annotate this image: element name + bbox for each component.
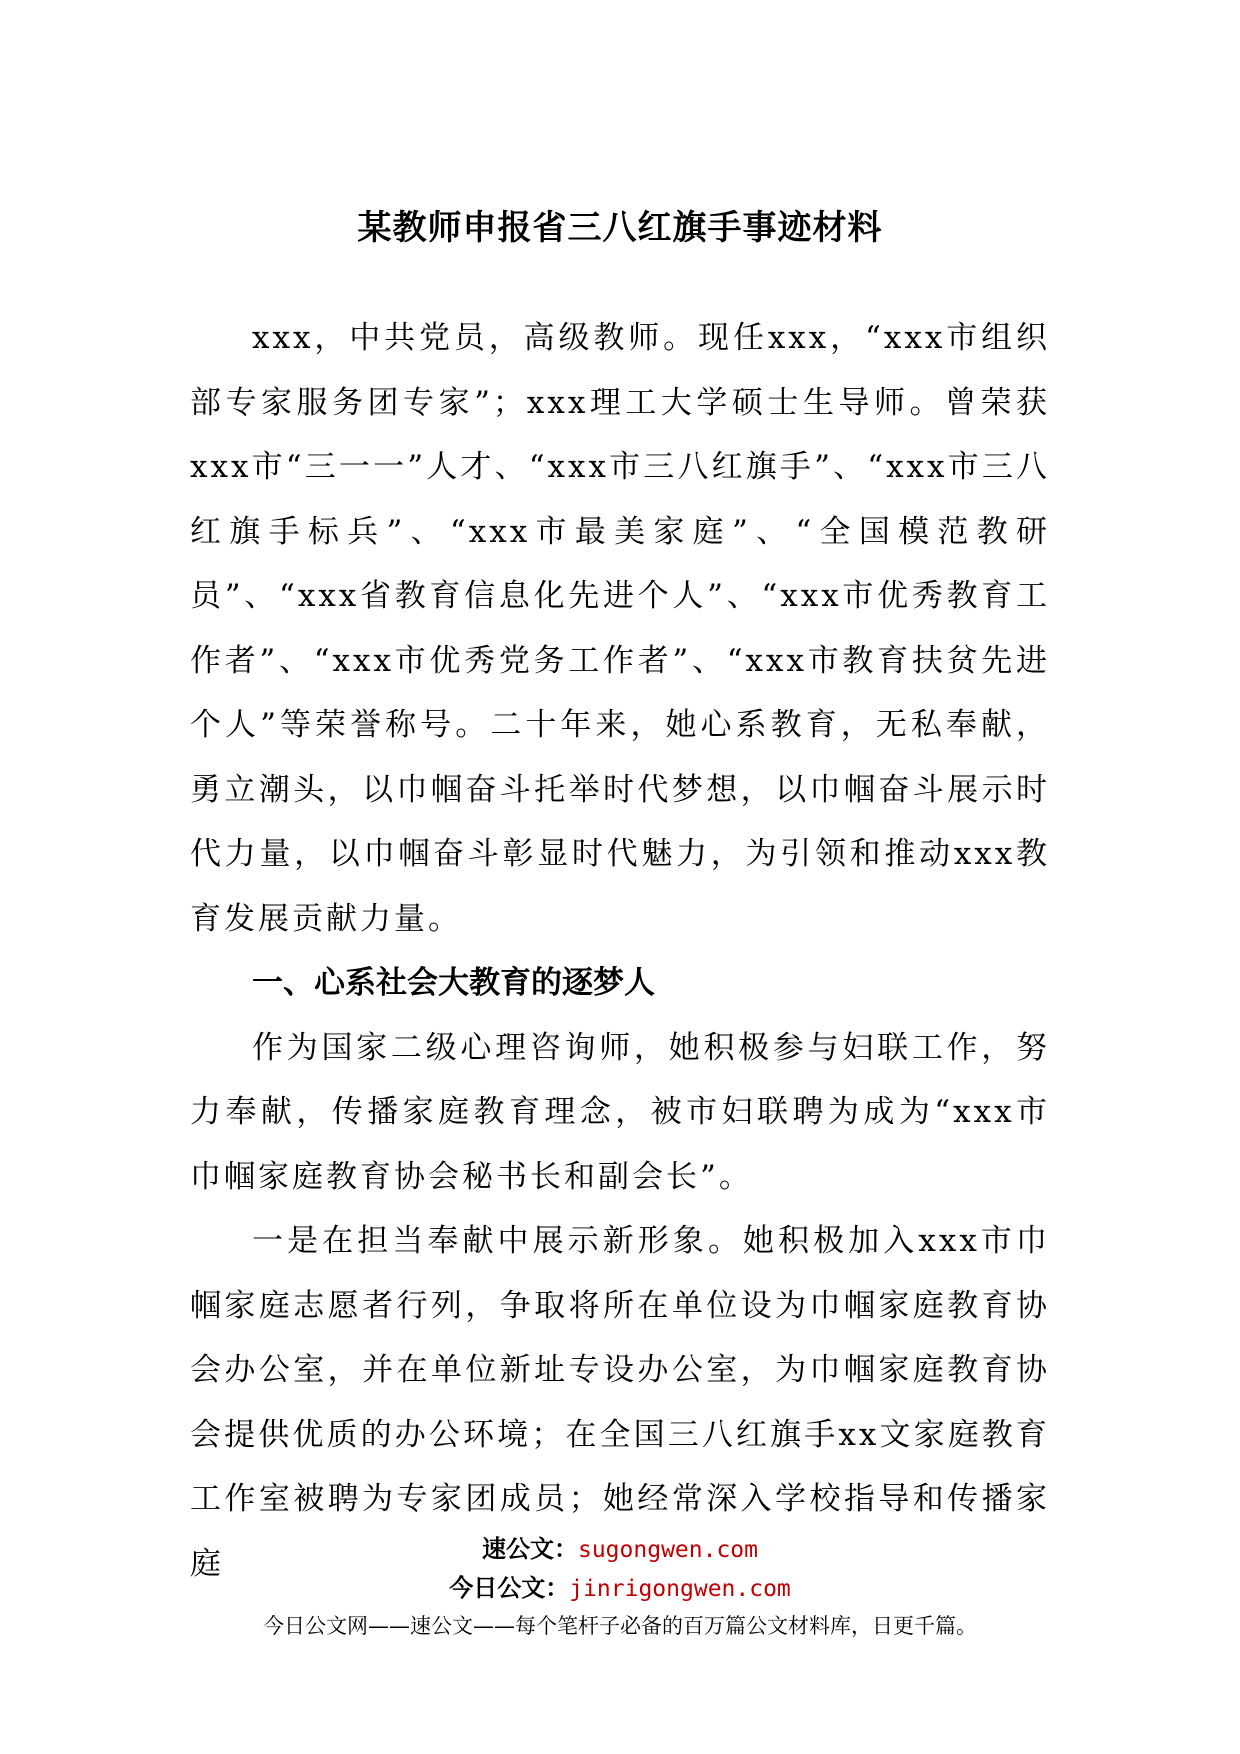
- section-paragraph-2: 一是在担当奉献中展示新形象。她积极加入xxx市巾帼家庭志愿者行列，争取将所在单位设为巾帼家庭教育协会办公室，并在单位新址专设办公室，为巾帼家庭教育协会提供优质的办公环境；在全国三八红旗手xx文家庭教育工作室被聘为专家团成员；她经常深入学校指导和传播家庭: [190, 1223, 1050, 1582]
- footer-link-jinrigongwen[interactable]: jinrigongwen.com: [569, 1576, 791, 1602]
- footer-label-sugongwen: 速公文：: [481, 1535, 578, 1563]
- footer-line-jinrigongwen: [0, 1569, 1240, 1608]
- document-title: 某教师申报省三八红旗手事迹材料: [357, 208, 883, 248]
- document-body: [190, 306, 1050, 1596]
- footer-link-sugongwen[interactable]: sugongwen.com: [577, 1537, 758, 1563]
- section-heading: 一、心系社会大教育的逐梦人: [252, 965, 655, 1001]
- footer-label-jinrigongwen: 今日公文：: [449, 1574, 570, 1602]
- page-footer: [0, 1530, 1240, 1644]
- footer-slogan: 今日公文网——速公文——每个笔杆子必备的百万篇公文材料库，日更千篇。: [263, 1614, 977, 1638]
- intro-paragraph: xxx，中共党员，高级教师。现任xxx，“xxx市组织部专家服务团专家”；xxx理工大学硕士生导师。曾荣获xxx市“三一一”人才、“xxx市三八红旗手”、“xxx市三八红旗手标兵”、“xxx市最美家庭”、“全国模范教研员”、“xxx省教育信息化先进个人”、“xxx市优秀教育工作者”、“xxx市优秀党务工作者”、“xxx市教育扶贫先进个人”等荣誉称号。二十年来，她心系教育，无私奉献，勇立潮头，以巾帼奋斗托举时代梦想，以巾帼奋斗展示时代力量，以巾帼奋斗彰显时代魅力，为引领和推动xxx教育发展贡献力量。: [190, 320, 1050, 937]
- section-paragraph-1: 作为国家二级心理咨询师，她积极参与妇联工作，努力奉献，传播家庭教育理念，被市妇联聘为成为“xxx市巾帼家庭教育协会秘书长和副会长”。: [190, 1029, 1050, 1195]
- footer-line-sugongwen: [0, 1530, 1240, 1569]
